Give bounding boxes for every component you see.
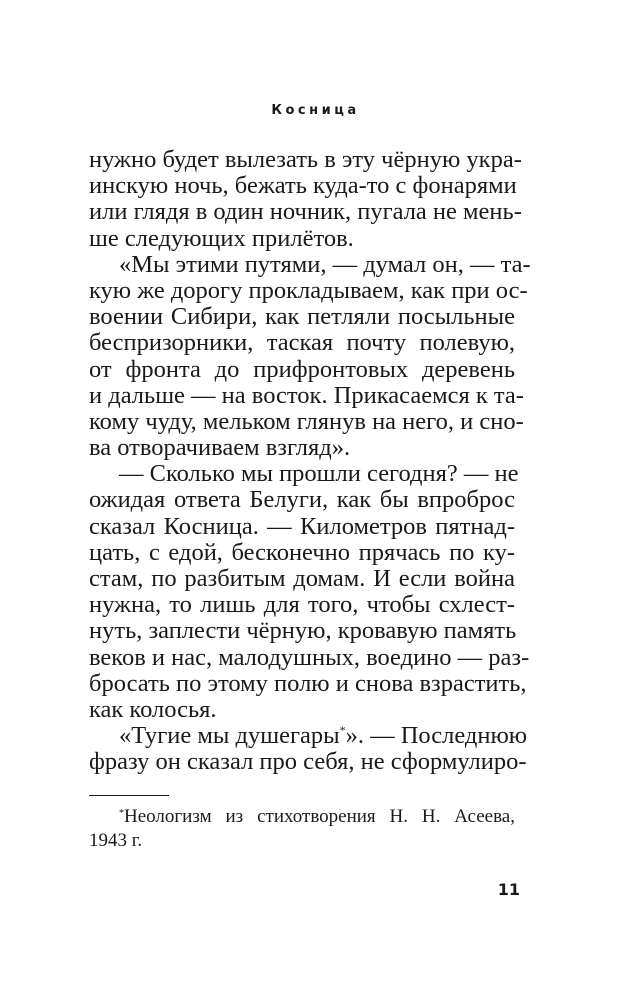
body-line: кому чуду, мельком глянув на него, и сно- — [89, 407, 524, 435]
body-line: сказал Косница. — Километров пятнад- — [89, 512, 515, 540]
body-line: стам, по разбитым домам. И если война — [89, 565, 515, 592]
body-line: воении Сибири, как петляли посыльные — [89, 303, 515, 331]
body-line: беспризорники, таская почту полевую, — [89, 329, 515, 357]
footnote-mark: * — [119, 808, 124, 819]
body-line: кую же дорогу прокладываем, как при ос- — [89, 276, 528, 304]
footnote-text-1: Неологизм из стихотворения Н. Н. Асеева, — [124, 806, 515, 827]
body-lines — [89, 146, 531, 723]
body-line: инскую ночь, бежать куда-то с фонарями — [89, 172, 517, 200]
footnote-rule — [89, 795, 169, 796]
body-line: «Мы этими путями, — думал он, — та- — [119, 250, 531, 278]
body-line-tugie — [89, 722, 528, 750]
running-head: Косница — [271, 103, 360, 118]
body-line: бросать по этому полю и снова взрастить, — [89, 669, 527, 697]
page-number: 11 — [497, 880, 520, 899]
body-line: или глядя в один ночник, пугала не мень- — [89, 198, 522, 226]
body-line: ше следующих прилётов. — [89, 224, 354, 252]
body-line: от фронта до прифронтовых деревень — [89, 355, 515, 383]
body-text — [89, 146, 531, 776]
body-line: — Сколько мы прошли сегодня? — не — [119, 460, 519, 488]
body-line: нужно будет вылезать в эту чёрную укра- — [89, 146, 522, 173]
footnote-reference-mark: * — [339, 723, 346, 738]
body-line: нуть, заплести чёрную, кровавую память — [89, 617, 517, 645]
footnote-line-1 — [89, 805, 515, 829]
body-line: как колосья. — [89, 695, 217, 723]
body-line: нужна, то лишь для того, чтобы схлест- — [89, 591, 515, 619]
footnote — [89, 805, 515, 853]
tugie-before: «Тугие мы душегары — [119, 722, 340, 750]
body-line: ожидая ответа Белуги, как бы впроброс — [89, 486, 515, 514]
body-line: веков и нас, малодушных, воедино — раз- — [89, 643, 530, 671]
body-line: ва отворачиваем взгляд». — [89, 434, 351, 462]
tugie-after: ». — Последнюю — [345, 722, 528, 750]
body-line-final: фразу он сказал про себя, не сформулиро- — [89, 748, 527, 776]
body-line: и дальше — на восток. Прикасаемся к та- — [89, 381, 524, 409]
body-line: цать, с едой, бесконечно прячась по ку- — [89, 538, 515, 566]
footnote-line-2: 1943 г. — [89, 830, 143, 851]
